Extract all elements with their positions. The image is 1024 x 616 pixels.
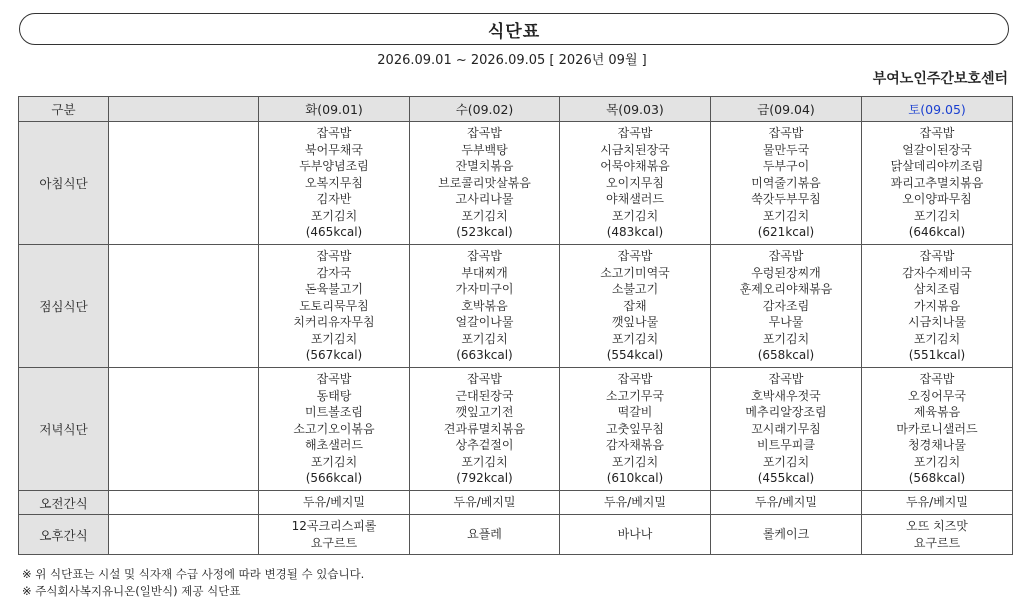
menu-table [18, 96, 1013, 555]
header-day-thu: 목(09.03) [560, 97, 711, 122]
menu-item: 포기김치 [611, 208, 659, 223]
menu-cell [259, 368, 410, 491]
menu-item: 꽈리고추멸치볶음 [890, 175, 984, 190]
menu-item: 쑥갓두부무침 [751, 192, 821, 207]
menu-item: 야채샐러드 [606, 192, 664, 207]
header-day-tue: 화(09.01) [259, 97, 410, 122]
menu-cell [862, 491, 1013, 515]
menu-item: (610kcal) [606, 471, 664, 486]
menu-item: (554kcal) [606, 348, 664, 363]
menu-item: 포기김치 [762, 208, 810, 223]
menu-item: 깻잎나물 [611, 315, 659, 330]
menu-item: 가자미구이 [455, 282, 514, 297]
menu-cell [259, 245, 410, 368]
menu-item: 잡곡밥 [467, 372, 502, 387]
menu-item: (483kcal) [606, 225, 664, 240]
menu-item: 김자반 [316, 192, 352, 207]
menu-item: 견과류멸치볶음 [443, 421, 526, 436]
menu-item: 포기김치 [310, 208, 358, 223]
menu-cell [711, 515, 862, 555]
menu-item: 요플레 [467, 527, 502, 542]
menu-item: (523kcal) [456, 225, 513, 240]
menu-item: 잔멸치볶음 [455, 159, 514, 174]
menu-item: 잡곡밥 [617, 372, 653, 387]
menu-item: (646kcal) [908, 225, 966, 240]
menu-item: 잡곡밥 [768, 126, 804, 141]
menu-item: 호박볶음 [461, 298, 508, 313]
menu-item: 두부양념조림 [299, 159, 369, 174]
menu-cell [259, 122, 410, 245]
menu-item: 감자국 [316, 265, 352, 280]
meal-label: 저녁식단 [19, 368, 109, 491]
header-category: 구분 [19, 97, 109, 122]
menu-item: 요구르트 [310, 535, 358, 550]
menu-item: 잡곡밥 [467, 249, 502, 264]
menu-item: 롤케이크 [762, 527, 810, 542]
menu-item: (455kcal) [757, 471, 815, 486]
menu-cell [410, 245, 560, 368]
menu-item: 비트무피클 [757, 438, 815, 453]
menu-item: 포기김치 [762, 454, 810, 469]
menu-cell [259, 515, 410, 555]
menu-item: 소불고기 [611, 282, 659, 297]
menu-item: 잡곡밥 [467, 126, 502, 141]
menu-item: 우렁된장찌개 [751, 265, 821, 280]
menu-body [19, 122, 1013, 555]
menu-item: 두유/베지밀 [754, 495, 817, 510]
menu-cell [560, 368, 711, 491]
blank-cell [109, 515, 259, 555]
menu-cell [410, 368, 560, 491]
menu-item: 물만두국 [762, 142, 810, 157]
menu-item: 포기김치 [461, 208, 508, 223]
meal-row [19, 491, 1013, 515]
menu-item: 포기김치 [461, 454, 508, 469]
menu-cell [410, 491, 560, 515]
header-blank [109, 97, 259, 122]
menu-item: 포기김치 [913, 208, 961, 223]
menu-item: 포기김치 [310, 331, 358, 346]
menu-item: 잡곡밥 [316, 372, 352, 387]
menu-item: 청경채나물 [908, 438, 966, 453]
menu-item: 잡곡밥 [617, 249, 653, 264]
meal-row [19, 515, 1013, 555]
menu-item: 감자조림 [762, 298, 810, 313]
menu-item: 잡곡밥 [316, 126, 352, 141]
menu-cell [259, 491, 410, 515]
menu-item: 동태탕 [316, 388, 352, 403]
menu-item: 시금치나물 [908, 315, 966, 330]
menu-item: 닭살데리야끼조림 [890, 159, 984, 174]
menu-item: 제육볶음 [913, 405, 961, 420]
menu-item: 오복지무침 [305, 175, 363, 190]
menu-period: 2026.09.01 ~ 2026.09.05 [ 2026년 09월 ] [377, 53, 647, 68]
menu-item: (567kcal) [305, 348, 363, 363]
menu-item: 브로콜리맛살볶음 [438, 175, 531, 190]
menu-item: 잡곡밥 [919, 249, 955, 264]
menu-item: (566kcal) [305, 471, 363, 486]
menu-item: (465kcal) [305, 225, 363, 240]
menu-item: (568kcal) [908, 471, 966, 486]
meal-label: 오후간식 [19, 515, 109, 555]
menu-item: 12곡크리스피롤 [291, 519, 377, 533]
footnote: ※ 주식회사복지유니온(일반식) 제공 식단표 [22, 584, 241, 598]
menu-cell [711, 491, 862, 515]
menu-item: 깻잎고기전 [455, 405, 514, 420]
menu-item: 오이지무침 [606, 175, 664, 190]
menu-cell [862, 245, 1013, 368]
menu-cell [711, 245, 862, 368]
menu-item: 소고기미역국 [600, 265, 670, 280]
menu-item: 얼갈이된장국 [902, 142, 972, 157]
menu-item: 포기김치 [611, 454, 659, 469]
meal-row [19, 368, 1013, 491]
menu-item: 부대찌개 [461, 265, 508, 280]
menu-item: 잡곡밥 [919, 126, 955, 141]
menu-item: 훈제오리야채볶음 [739, 282, 833, 297]
menu-item: 근대된장국 [455, 388, 514, 403]
blank-cell [109, 491, 259, 515]
menu-item: 소고기오이볶음 [293, 421, 375, 436]
menu-item: 오뜨 치즈맛 [906, 519, 968, 533]
menu-item: (792kcal) [456, 471, 513, 486]
menu-item: 얼갈이나물 [455, 315, 514, 330]
menu-item: 무나물 [768, 315, 804, 330]
menu-cell [862, 515, 1013, 555]
menu-item: 돈육불고기 [305, 282, 363, 297]
menu-item: 오징어무국 [908, 388, 966, 403]
menu-cell [410, 515, 560, 555]
header-row [19, 97, 1013, 122]
menu-cell [560, 491, 711, 515]
footnotes [22, 566, 364, 600]
menu-item: 상추겉절이 [455, 438, 514, 453]
menu-item: 떡갈비 [617, 405, 653, 420]
menu-item: 잡채 [623, 298, 647, 313]
menu-item: 고춧잎무침 [606, 421, 664, 436]
header-day-wed: 수(09.02) [410, 97, 560, 122]
menu-cell [862, 122, 1013, 245]
menu-item: 시금치된장국 [600, 142, 670, 157]
meal-label: 아침식단 [19, 122, 109, 245]
meal-label: 점심식단 [19, 245, 109, 368]
menu-item: 고사리나물 [455, 192, 514, 207]
menu-item: 포기김치 [913, 331, 961, 346]
menu-item: 잡곡밥 [316, 249, 352, 264]
menu-item: 메추리알장조림 [745, 405, 827, 420]
menu-item: 두유/베지밀 [603, 495, 666, 510]
menu-item: 포기김치 [611, 331, 659, 346]
menu-item: 소고기무국 [606, 388, 664, 403]
menu-item: 포기김치 [762, 331, 810, 346]
menu-item: 가지볶음 [913, 298, 961, 313]
menu-item: 치커리유자무침 [293, 315, 375, 330]
menu-item: 마카로니샐러드 [896, 421, 978, 436]
menu-item: 감자수제비국 [902, 265, 972, 280]
menu-item: 도토리묵무침 [299, 298, 369, 313]
menu-item: (621kcal) [757, 225, 815, 240]
menu-cell [711, 122, 862, 245]
menu-item: 미역줄기볶음 [751, 175, 821, 190]
menu-cell [862, 368, 1013, 491]
menu-item: 포기김치 [913, 454, 961, 469]
page-title [19, 13, 1009, 45]
menu-item: 오이양파무침 [902, 192, 972, 207]
menu-item: 두부구이 [762, 159, 810, 174]
menu-cell [560, 122, 711, 245]
menu-item: 잡곡밥 [768, 372, 804, 387]
meal-label: 오전간식 [19, 491, 109, 515]
menu-cell [410, 122, 560, 245]
menu-cell [560, 245, 711, 368]
menu-item: 삼치조림 [913, 282, 961, 297]
menu-cell [560, 515, 711, 555]
menu-item: 두유/베지밀 [905, 495, 968, 510]
menu-item: 포기김치 [461, 331, 508, 346]
blank-cell [109, 368, 259, 491]
meal-row [19, 122, 1013, 245]
header-day-fri: 금(09.04) [711, 97, 862, 122]
menu-item: 바나나 [617, 527, 653, 542]
menu-item: 포기김치 [310, 454, 358, 469]
menu-item: 요구르트 [913, 535, 961, 550]
blank-cell [109, 122, 259, 245]
menu-item: (658kcal) [757, 348, 815, 363]
menu-item: (551kcal) [908, 348, 966, 363]
menu-item: 두부백탕 [461, 142, 508, 157]
menu-item: 꼬시래기무침 [751, 421, 821, 436]
menu-item: 두유/베지밀 [453, 495, 516, 510]
title-text: 식단표 [487, 21, 541, 42]
menu-item: (663kcal) [456, 348, 513, 363]
header-day-sat: 토(09.05) [862, 97, 1013, 122]
menu-item: 어묵야채볶음 [600, 159, 670, 174]
blank-cell [109, 245, 259, 368]
menu-item: 잡곡밥 [919, 372, 955, 387]
menu-item: 잡곡밥 [768, 249, 804, 264]
menu-item: 감자채볶음 [606, 438, 664, 453]
menu-item: 북어무채국 [305, 142, 363, 157]
menu-item: 두유/베지밀 [302, 495, 365, 510]
footnote: ※ 위 식단표는 시설 및 식자재 수급 사정에 따라 변경될 수 있습니다. [22, 567, 365, 581]
meal-row [19, 245, 1013, 368]
menu-item: 미트볼조림 [305, 405, 363, 420]
menu-item: 해초샐러드 [305, 438, 363, 453]
menu-item: 호박새우젓국 [751, 388, 821, 403]
center-name: 부여노인주간보호센터 [872, 71, 1008, 87]
menu-item: 잡곡밥 [617, 126, 653, 141]
menu-cell [711, 368, 862, 491]
